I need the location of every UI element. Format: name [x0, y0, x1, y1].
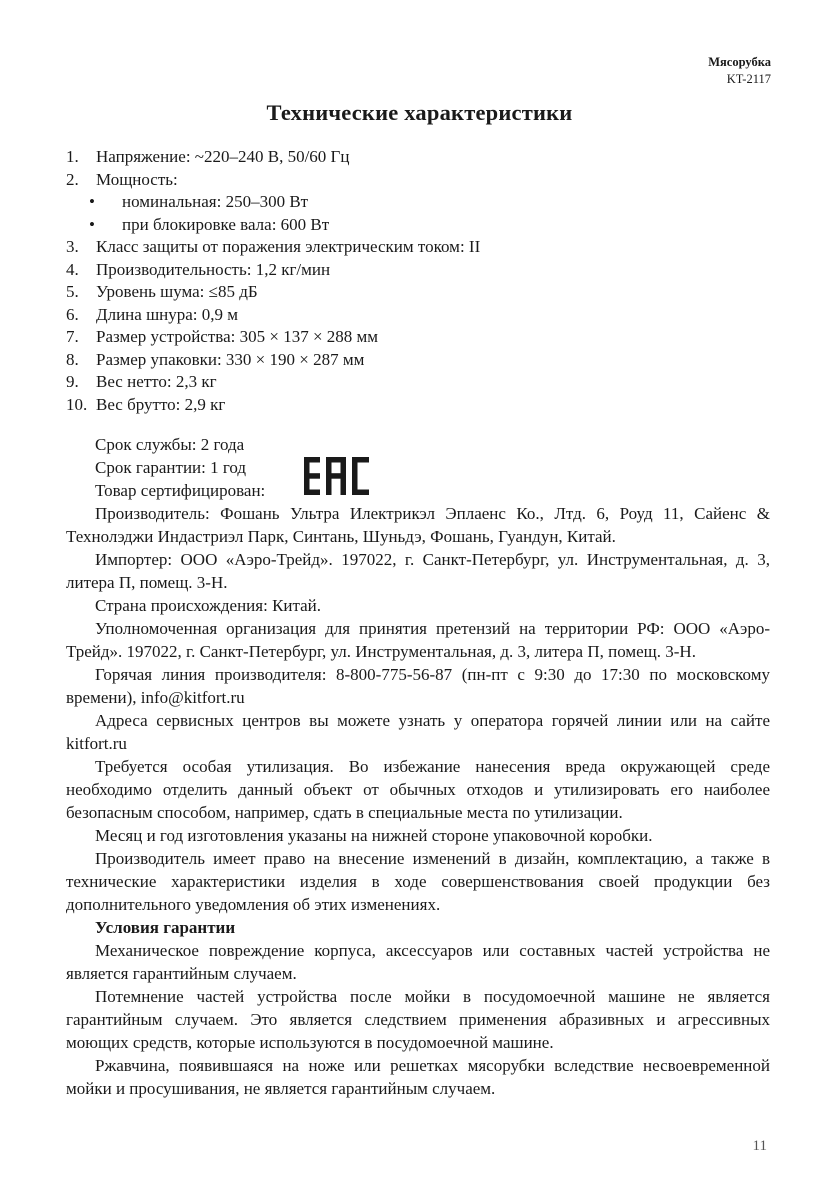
spec-subitem: • при блокировке вала: 600 Вт	[89, 214, 330, 234]
warranty-paragraph: Механическое повреждение корпуса, аксессуаров или составных частей устройства не является гарантийным случаем.	[66, 941, 770, 983]
page-title: Технические характеристики	[266, 100, 573, 125]
warranty-paragraph: Потемнение частей устройства после мойки в посудомоечной машине не является гарантийным случаем. Это является следствием применения абразивных и агрессивных моющих средств, которые используются в посудомоечной машине.	[66, 987, 770, 1052]
certification-text: Товар сертифицирован:	[95, 481, 266, 500]
manufacture-date-info: Месяц и год изготовления указаны на нижней стороне упаковочной коробки.	[95, 826, 653, 845]
info-body	[66, 433, 770, 1100]
spec-list	[66, 146, 776, 416]
spec-item: 9. Вес нетто: 2,3 кг	[66, 372, 217, 391]
model-number: KT-2117	[726, 72, 771, 86]
page-number: 11	[752, 1138, 767, 1154]
changes-notice: Производитель имеет право на внесение изменений в дизайн, комплектацию, а также в технические характеристики изделия в ходе совершенствования своей продукции без дополнительного уведомления об этих изменениях.	[66, 849, 770, 914]
spec-item: 1. Напряжение: ~220–240 В, 50/60 Гц	[66, 147, 350, 166]
spec-item: 3. Класс защиты от поражения электрическим током: II	[66, 237, 481, 256]
product-name: Мясорубка	[708, 55, 771, 69]
spec-item: 5. Уровень шума: ≤85 дБ	[66, 282, 258, 301]
spec-item: 10. Вес брутто: 2,9 кг	[66, 394, 226, 414]
service-life: Срок службы: 2 года	[95, 435, 245, 454]
spec-item: 8. Размер упаковки: 330 × 190 × 287 мм	[66, 349, 365, 369]
manufacturer-info: Производитель: Фошань Ультра Илектрикэл Эплаенс Ко., Лтд. 6, Роуд 11, Сайенс & Технолэджи Индастриэл Парк, Синтань, Шуньдэ, Фошань, Гуандун, Китай.	[66, 504, 770, 546]
warranty-period: Срок гарантии: 1 год	[95, 458, 247, 477]
hotline-info: Горячая линия производителя: 8-800-775-56-87 (пн-пт с 9:30 до 17:30 по московскому времени), info@kitfort.ru	[66, 665, 770, 707]
spec-subitem: • номинальная: 250–300 Вт	[89, 192, 309, 211]
warranty-paragraph: Ржавчина, появившаяся на ноже или решетках мясорубки вследствие несвоевременной мойки и просушивания, не является гарантийным случаем.	[66, 1056, 770, 1098]
disposal-info: Требуется особая утилизация. Во избежание нанесения вреда окружающей среде необходимо отделить данный объект от обычных отходов и утилизировать его наиболее безопасным способом, например, сдать в специальные места по утилизации.	[66, 757, 770, 822]
spec-item: 7. Размер устройства: 305 × 137 × 288 мм	[66, 327, 379, 346]
importer-info: Импортер: ООО «Аэро-Трейд». 197022, г. Санкт-Петербург, ул. Инструментальная, д. 3, литера П, помещ. 3-Н.	[66, 550, 770, 592]
country-of-origin: Страна происхождения: Китай.	[95, 596, 322, 615]
warranty-heading: Условия гарантии	[95, 918, 236, 937]
service-centers-info: Адреса сервисных центров вы можете узнать у оператора горячей линии или на сайте kitfort.ru	[66, 711, 770, 753]
eac-certification-icon	[302, 455, 372, 497]
authorized-org: Уполномоченная организация для принятия претензий на территории РФ: ООО «Аэро-Трейд». 197022, г. Санкт-Петербург, ул. Инструментальная, д. 3, литера П, помещ. 3-Н.	[66, 619, 770, 661]
page-header	[708, 54, 771, 88]
spec-item: 6. Длина шнура: 0,9 м	[66, 304, 239, 324]
cert-block	[66, 433, 770, 502]
spec-item: 2. Мощность:	[66, 169, 178, 189]
spec-item: 4. Производительность: 1,2 кг/мин	[66, 259, 331, 279]
